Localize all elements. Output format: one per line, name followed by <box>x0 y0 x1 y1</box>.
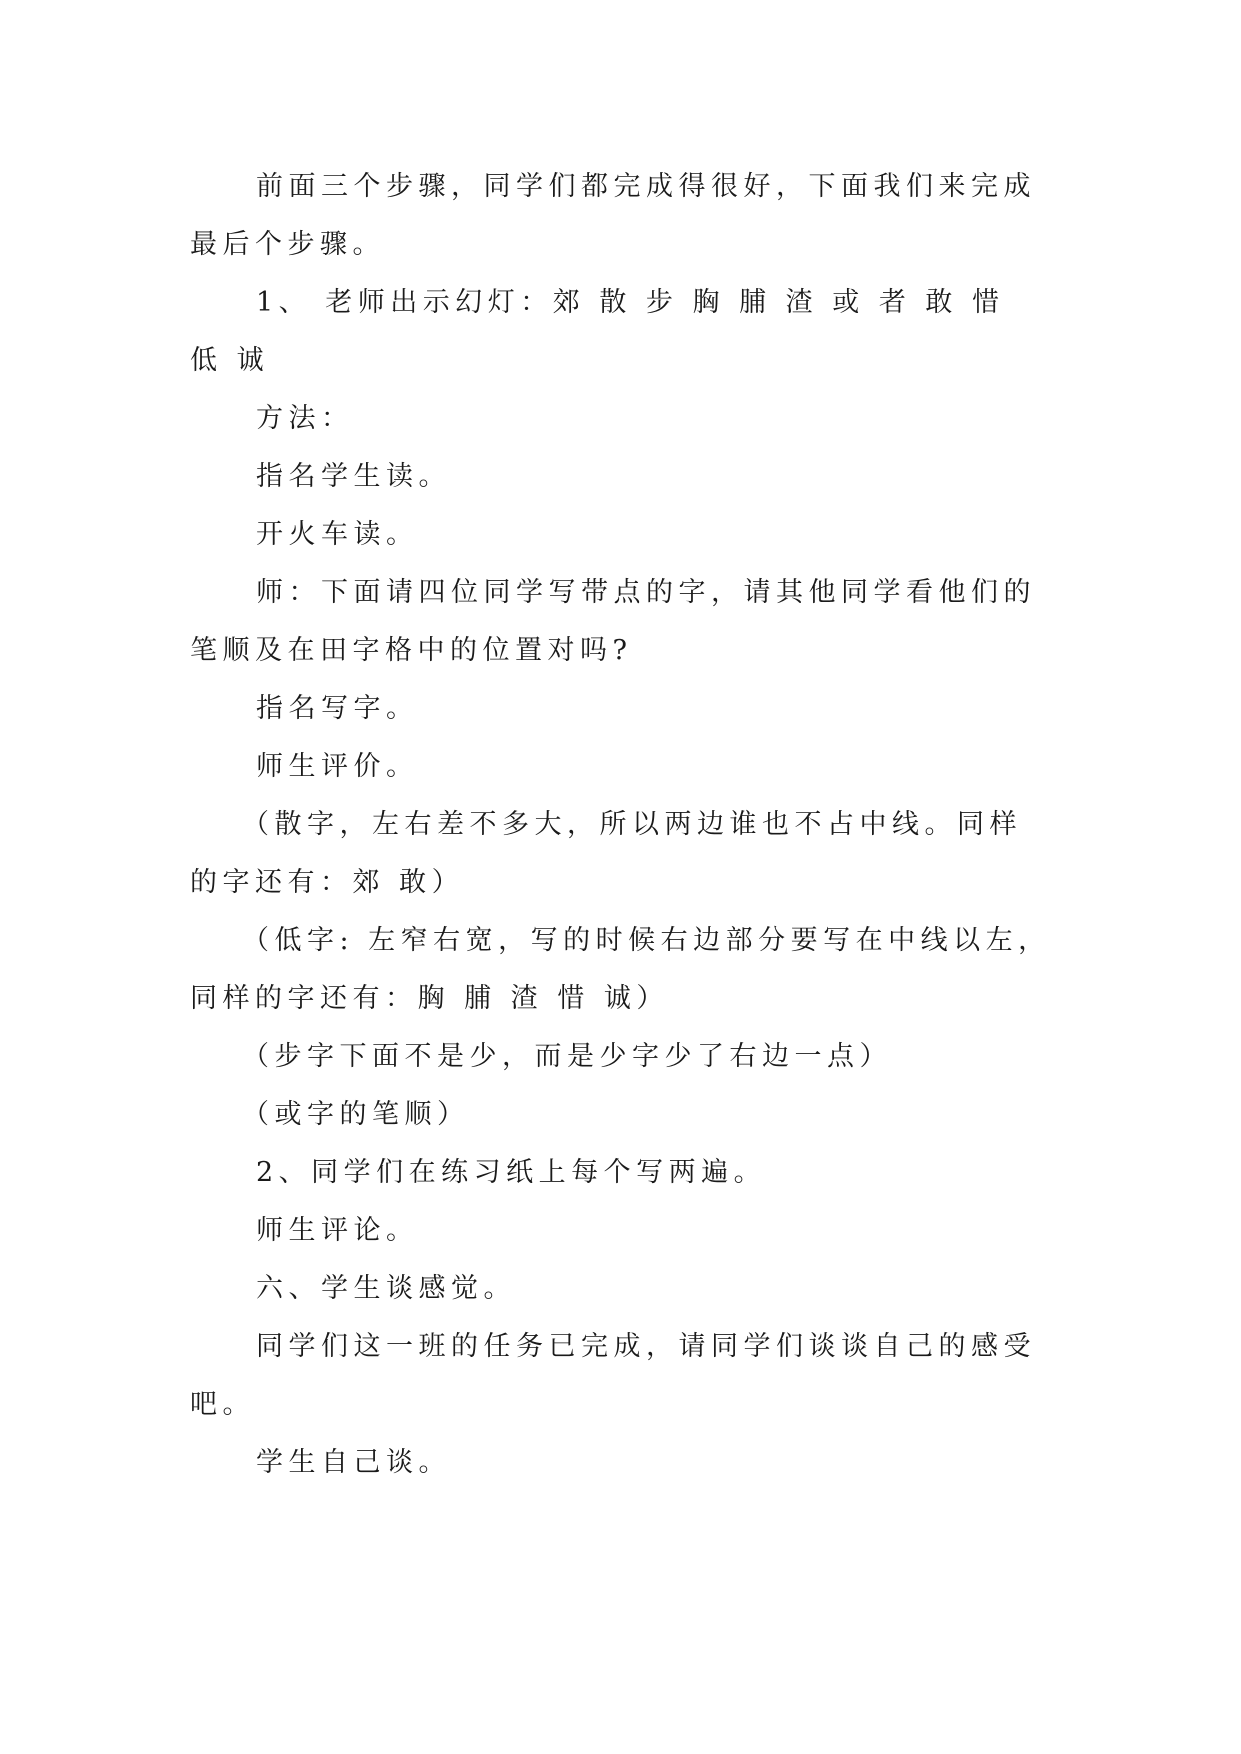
paragraph-steps-intro <box>190 158 1050 274</box>
paragraph-students-talk <box>190 1434 1050 1492</box>
text-line: 前面三个步骤，同学们都完成得很好，下面我们来完成 <box>256 171 1036 202</box>
text-line: 师生评论。 <box>256 1215 419 1246</box>
paragraph-read-by-name <box>190 448 1050 506</box>
paragraph-write-by-name <box>190 680 1050 738</box>
paragraph-note-bu <box>190 1028 1050 1086</box>
text-line: 方法： <box>256 403 354 434</box>
text-line: 同学们这一班的任务已完成，请同学们谈谈自己的感受 <box>256 1331 1036 1362</box>
paragraph-slide-words <box>190 274 1050 390</box>
paragraph-method <box>190 390 1050 448</box>
text-line: 低 诚 <box>190 345 270 376</box>
text-line: 同样的字还有：胸 脯 渣 惜 诚） <box>190 983 669 1014</box>
paragraph-section-six <box>190 1260 1050 1318</box>
paragraph-evaluation <box>190 738 1050 796</box>
paragraph-note-san <box>190 796 1050 912</box>
document-page <box>190 158 1050 1492</box>
text-line: 师：下面请四位同学写带点的字，请其他同学看他们的 <box>256 577 1036 608</box>
paragraph-practice <box>190 1144 1050 1202</box>
text-line: （低字: 左窄右宽，写的时候右边部分要写在中线以左， <box>242 925 1051 956</box>
text-line: （或字的笔顺） <box>242 1099 470 1130</box>
paragraph-share-feelings <box>190 1318 1050 1434</box>
text-line: 指名学生读。 <box>256 461 451 492</box>
text-line: 师生评价。 <box>256 751 419 782</box>
text-line: （散字，左右差不多大，所以两边谁也不占中线。同样 <box>242 809 1022 840</box>
paragraph-teacher-instruction <box>190 564 1050 680</box>
text-line: 2、同学们在练习纸上每个写两遍。 <box>256 1157 767 1188</box>
text-line: （步字下面不是少，而是少字少了右边一点） <box>242 1041 892 1072</box>
paragraph-review <box>190 1202 1050 1260</box>
text-line: 指名写字。 <box>256 693 419 724</box>
paragraph-note-di <box>190 912 1050 1028</box>
paragraph-train-read <box>190 506 1050 564</box>
text-line: 笔顺及在田字格中的位置对吗? <box>190 635 633 666</box>
text-line: 最后个步骤。 <box>190 229 385 260</box>
text-line: 吧。 <box>190 1389 255 1420</box>
text-line: 的字还有：郊 敢） <box>190 867 465 898</box>
paragraph-note-huo <box>190 1086 1050 1144</box>
text-line: 学生自己谈。 <box>256 1447 451 1478</box>
text-line: 开火车读。 <box>256 519 419 550</box>
text-line: 1、 老师出示幻灯：郊 散 步 胸 脯 渣 或 者 敢 惜 <box>256 287 1005 318</box>
text-line: 六、学生谈感觉。 <box>256 1273 516 1304</box>
